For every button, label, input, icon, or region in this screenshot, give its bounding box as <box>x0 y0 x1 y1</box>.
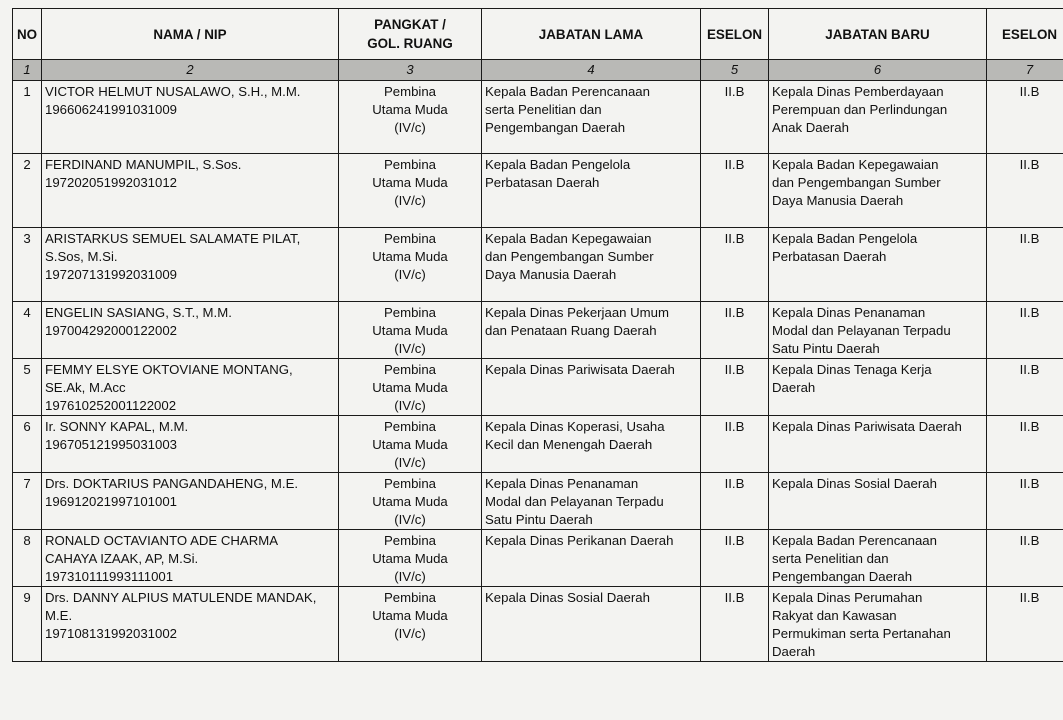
old-position-cell: Kepala Badan Pengelola Perbatasan Daerah <box>482 154 701 228</box>
row-number: 7 <box>13 473 42 530</box>
row-number: 3 <box>13 228 42 302</box>
column-number: 2 <box>42 60 339 81</box>
rank-cell: Pembina Utama Muda (IV/c) <box>339 530 482 587</box>
new-echelon-cell: II.B <box>987 154 1063 228</box>
name-nip-cell: ARISTARKUS SEMUEL SALAMATE PILAT, S.Sos, M.Si. 197207131992031009 <box>42 228 339 302</box>
table-row <box>13 81 1063 154</box>
row-number: 9 <box>13 587 42 662</box>
old-position-cell: Kepala Dinas Sosial Daerah <box>482 587 701 662</box>
table-row <box>13 416 1063 473</box>
old-position-cell: Kepala Dinas Penanaman Modal dan Pelayanan Terpadu Satu Pintu Daerah <box>482 473 701 530</box>
name-nip-cell: Drs. DOKTARIUS PANGANDAHENG, M.E. 196912021997101001 <box>42 473 339 530</box>
rank-cell: Pembina Utama Muda (IV/c) <box>339 416 482 473</box>
new-position-cell: Kepala Badan Perencanaan serta Penelitian dan Pengembangan Daerah <box>769 530 987 587</box>
mutation-table <box>12 8 1063 662</box>
table-row <box>13 473 1063 530</box>
rank-cell: Pembina Utama Muda (IV/c) <box>339 81 482 154</box>
table-row <box>13 359 1063 416</box>
old-echelon-cell: II.B <box>701 530 769 587</box>
old-echelon-cell: II.B <box>701 228 769 302</box>
old-echelon-cell: II.B <box>701 473 769 530</box>
row-number: 4 <box>13 302 42 359</box>
row-number: 5 <box>13 359 42 416</box>
new-echelon-cell: II.B <box>987 473 1063 530</box>
old-echelon-cell: II.B <box>701 416 769 473</box>
header-pangkat: PANGKAT / GOL. RUANG <box>339 9 482 60</box>
old-echelon-cell: II.B <box>701 359 769 416</box>
old-echelon-cell: II.B <box>701 154 769 228</box>
new-position-cell: Kepala Dinas Pariwisata Daerah <box>769 416 987 473</box>
new-position-cell: Kepala Dinas Pemberdayaan Perempuan dan Perlindungan Anak Daerah <box>769 81 987 154</box>
new-position-cell: Kepala Dinas Tenaga Kerja Daerah <box>769 359 987 416</box>
old-echelon-cell: II.B <box>701 587 769 662</box>
old-position-cell: Kepala Badan Kepegawaian dan Pengembangan Sumber Daya Manusia Daerah <box>482 228 701 302</box>
name-nip-cell: ENGELIN SASIANG, S.T., M.M. 197004292000122002 <box>42 302 339 359</box>
old-echelon-cell: II.B <box>701 81 769 154</box>
header-jabatan-lama: JABATAN LAMA <box>482 9 701 60</box>
column-number: 3 <box>339 60 482 81</box>
new-echelon-cell: II.B <box>987 228 1063 302</box>
header-jabatan-baru: JABATAN BARU <box>769 9 987 60</box>
column-number: 7 <box>987 60 1063 81</box>
column-number: 5 <box>701 60 769 81</box>
new-echelon-cell: II.B <box>987 81 1063 154</box>
new-echelon-cell: II.B <box>987 416 1063 473</box>
header-no: NO <box>13 9 42 60</box>
row-number: 8 <box>13 530 42 587</box>
row-number: 2 <box>13 154 42 228</box>
rank-cell: Pembina Utama Muda (IV/c) <box>339 587 482 662</box>
column-number-row <box>13 60 1063 81</box>
table-row <box>13 530 1063 587</box>
new-echelon-cell: II.B <box>987 530 1063 587</box>
name-nip-cell: VICTOR HELMUT NUSALAWO, S.H., M.M. 196606241991031009 <box>42 81 339 154</box>
header-row <box>13 9 1063 60</box>
new-echelon-cell: II.B <box>987 359 1063 416</box>
rank-cell: Pembina Utama Muda (IV/c) <box>339 154 482 228</box>
old-position-cell: Kepala Dinas Koperasi, Usaha Kecil dan Menengah Daerah <box>482 416 701 473</box>
table-row <box>13 154 1063 228</box>
header-eselon-lama: ESELON <box>701 9 769 60</box>
column-number: 4 <box>482 60 701 81</box>
new-echelon-cell: II.B <box>987 302 1063 359</box>
rank-cell: Pembina Utama Muda (IV/c) <box>339 473 482 530</box>
table-row <box>13 302 1063 359</box>
row-number: 6 <box>13 416 42 473</box>
old-position-cell: Kepala Dinas Pekerjaan Umum dan Penataan Ruang Daerah <box>482 302 701 359</box>
row-number: 1 <box>13 81 42 154</box>
name-nip-cell: FERDINAND MANUMPIL, S.Sos. 197202051992031012 <box>42 154 339 228</box>
header-eselon-baru: ESELON <box>987 9 1063 60</box>
old-position-cell: Kepala Badan Perencanaan serta Penelitian dan Pengembangan Daerah <box>482 81 701 154</box>
old-position-cell: Kepala Dinas Pariwisata Daerah <box>482 359 701 416</box>
table-row <box>13 587 1063 662</box>
new-position-cell: Kepala Badan Pengelola Perbatasan Daerah <box>769 228 987 302</box>
old-position-cell: Kepala Dinas Perikanan Daerah <box>482 530 701 587</box>
new-position-cell: Kepala Dinas Sosial Daerah <box>769 473 987 530</box>
rank-cell: Pembina Utama Muda (IV/c) <box>339 359 482 416</box>
new-position-cell: Kepala Dinas Penanaman Modal dan Pelayanan Terpadu Satu Pintu Daerah <box>769 302 987 359</box>
rank-cell: Pembina Utama Muda (IV/c) <box>339 228 482 302</box>
column-number: 6 <box>769 60 987 81</box>
name-nip-cell: RONALD OCTAVIANTO ADE CHARMA CAHAYA IZAAK, AP, M.Si. 197310111993111001 <box>42 530 339 587</box>
new-position-cell: Kepala Dinas Perumahan Rakyat dan Kawasan Permukiman serta Pertanahan Daerah <box>769 587 987 662</box>
new-echelon-cell: II.B <box>987 587 1063 662</box>
name-nip-cell: Ir. SONNY KAPAL, M.M. 196705121995031003 <box>42 416 339 473</box>
old-echelon-cell: II.B <box>701 302 769 359</box>
table-row <box>13 228 1063 302</box>
name-nip-cell: FEMMY ELSYE OKTOVIANE MONTANG, SE.Ak, M.Acc 197610252001122002 <box>42 359 339 416</box>
header-nama-nip: NAMA / NIP <box>42 9 339 60</box>
new-position-cell: Kepala Badan Kepegawaian dan Pengembangan Sumber Daya Manusia Daerah <box>769 154 987 228</box>
column-number: 1 <box>13 60 42 81</box>
rank-cell: Pembina Utama Muda (IV/c) <box>339 302 482 359</box>
name-nip-cell: Drs. DANNY ALPIUS MATULENDE MANDAK, M.E. 197108131992031002 <box>42 587 339 662</box>
